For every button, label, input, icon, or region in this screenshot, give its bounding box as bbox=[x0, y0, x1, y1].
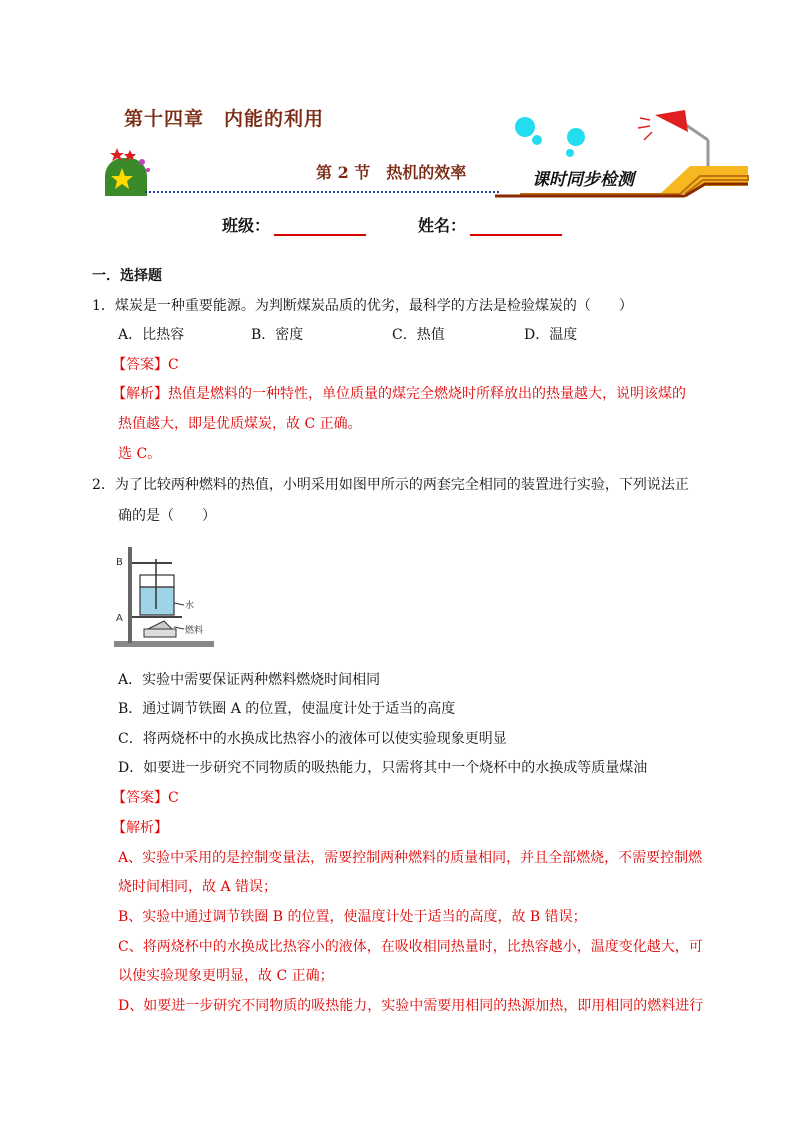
q2-analysis-line: C、将两烧杯中的水换成比热容小的液体，在吸收相同热量时，比热容越小，温度变化越大，可 bbox=[118, 939, 703, 955]
q2-stem-line2: 确的是（ ） bbox=[118, 508, 216, 524]
figure-label-a: A bbox=[116, 613, 123, 624]
q1-conclusion: 选 C。 bbox=[118, 446, 162, 462]
q2-option-d: D．如要进一步研究不同物质的吸热能力，只需将其中一个烧杯中的水换成等质量煤油 bbox=[118, 760, 648, 776]
bubble-small bbox=[532, 135, 542, 145]
name-field bbox=[418, 213, 562, 236]
chapter-title: 第十四章 内能的利用 bbox=[124, 108, 325, 130]
q1-option-c: C．热值 bbox=[392, 327, 445, 343]
class-field bbox=[222, 213, 366, 236]
bubble-mid bbox=[567, 128, 585, 146]
apparatus-figure bbox=[112, 545, 222, 650]
q2-analysis-line: 以使实验现象更明显，故 C 正确； bbox=[118, 968, 334, 984]
section-heading: 一．选择题 bbox=[92, 268, 162, 284]
q2-stem-line1: 2．为了比较两种燃料的热值，小明采用如图甲所示的两套完全相同的装置进行实验，下列说法正 bbox=[92, 477, 689, 493]
q2-analysis-line: A、实验中采用的是控制变量法，需要控制两种燃料的质量相同，并且全部燃烧，不需要控制燃 bbox=[118, 850, 703, 866]
q2-analysis-title: 【解析】 bbox=[112, 820, 168, 836]
q1-option-a: A．比热容 bbox=[118, 327, 185, 343]
star-badge-icon bbox=[105, 148, 150, 196]
q1-option-d: D．温度 bbox=[524, 327, 578, 343]
bubble-tiny bbox=[566, 149, 574, 157]
desk-lamp-icon bbox=[638, 110, 708, 166]
q2-option-b: B．通过调节铁圈 A 的位置，使温度计处于适当的高度 bbox=[118, 701, 456, 717]
q1-stem: 1．煤炭是一种重要能源。为判断煤炭品质的优劣，最科学的方法是检验煤炭的（ ） bbox=[92, 298, 633, 314]
banner-label: 课时同步检测 bbox=[532, 170, 634, 190]
class-label: 班级： bbox=[222, 216, 271, 235]
class-blank bbox=[274, 216, 366, 236]
figure-label-b: B bbox=[116, 557, 123, 568]
q2-analysis-line: 烧时间相同，故 A 错误； bbox=[118, 879, 278, 895]
q1-answer: 【答案】C bbox=[112, 357, 179, 373]
header-banner-graphic bbox=[100, 110, 760, 200]
name-label: 姓名： bbox=[418, 216, 467, 235]
figure-label-water: 水 bbox=[185, 601, 195, 611]
q1-analysis-line1: 【解析】热值是燃料的一种特性，单位质量的煤完全燃烧时所释放出的热量越大，说明该煤的 bbox=[112, 386, 686, 402]
q2-analysis-line: D、如要进一步研究不同物质的吸热能力，实验中需要用相同的热源加热，即用相同的燃料进行 bbox=[118, 998, 704, 1014]
q2-analysis-line: B、实验中通过调节铁圈 B 的位置，使温度计处于适当的高度，故 B 错误； bbox=[118, 909, 587, 925]
figure-label-fuel: 燃料 bbox=[185, 626, 204, 636]
q2-option-a: A．实验中需要保证两种燃料燃烧时间相同 bbox=[118, 672, 381, 688]
q2-option-c: C．将两烧杯中的水换成比热容小的液体可以使实验现象更明显 bbox=[118, 731, 507, 747]
q1-option-b: B．密度 bbox=[251, 327, 304, 343]
name-blank bbox=[470, 216, 562, 236]
q2-answer: 【答案】C bbox=[112, 790, 179, 806]
q1-analysis-line2: 热值越大，即是优质煤炭，故 C 正确。 bbox=[118, 416, 362, 432]
bubble-large bbox=[515, 117, 535, 137]
section-title: 第 2 节 热机的效率 bbox=[316, 163, 467, 182]
